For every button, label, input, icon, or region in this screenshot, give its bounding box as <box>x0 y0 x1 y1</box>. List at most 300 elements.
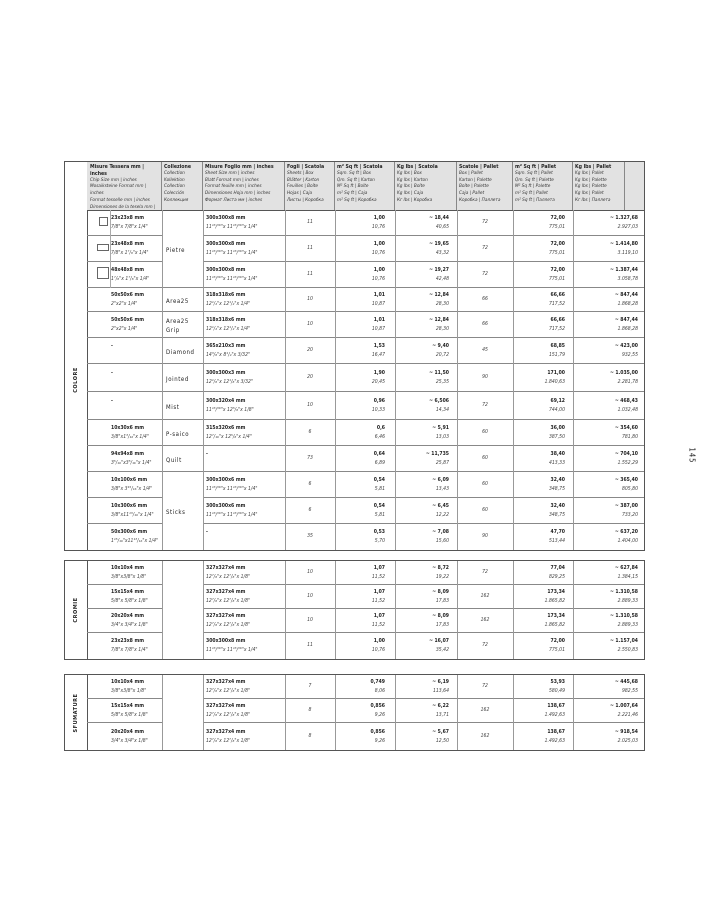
header-m2-pallet <box>513 162 573 210</box>
column-divider <box>335 210 336 550</box>
section-label: CROMIE <box>73 597 79 623</box>
column-divider <box>573 561 574 659</box>
header-subtitle: Коробка | Паллета <box>459 197 501 203</box>
header-subtitle: Kg lbs | Caja <box>397 191 424 197</box>
box-kg: ~ 5,91 <box>432 425 449 431</box>
box-m2: 1,07 <box>373 565 385 571</box>
pallet-m2: 38,40 <box>550 451 565 457</box>
chip-size-mm: 20x20x4 mm <box>111 728 144 735</box>
chip-size-inches: 2"x2"x 1/4" <box>111 326 138 332</box>
header-sheets-box <box>285 162 335 210</box>
header-subtitle: Boîte | Palette <box>459 184 489 190</box>
box-lbs: 28,30 <box>435 301 449 307</box>
pallet-sqft: 580,49 <box>548 688 565 694</box>
box-sqft: 5,81 <box>374 486 385 492</box>
header-subtitle: Caja | Pallet <box>459 191 485 197</box>
pallet-sqft: 744,00 <box>548 407 565 413</box>
sheet-size-inches: 11¹³/¹⁶"x 11¹³/¹⁶"x 1/4" <box>206 250 258 256</box>
pallet-sqft: 1.865,82 <box>544 598 565 604</box>
box-lbs: 13,03 <box>435 434 449 440</box>
box-sqft: 10,87 <box>371 326 385 332</box>
box-lbs: 20,72 <box>435 352 449 358</box>
sheet-size-inches: 11¹³/¹⁶"x 11¹³/¹⁶"x 1/4" <box>206 276 258 282</box>
sheet-size-inches: 12⁷/₈"x 12⁷/₈"x 1/8" <box>206 598 251 604</box>
header-subtitle: Hojas | Caja <box>287 191 313 197</box>
sheet-size-mm: 327x327x4 mm <box>206 679 246 685</box>
pallet-lbs: 2.025,03 <box>617 737 638 744</box>
chip-size-mm: 10x100x6 mm <box>111 477 148 483</box>
chip-size-inches: 3/4"x 3/4"x 1/8" <box>111 737 148 744</box>
box-kg: ~ 6,45 <box>432 503 449 509</box>
column-divider <box>203 561 204 659</box>
boxes-per-pallet: 60 <box>482 429 488 435</box>
sheet-size-mm: 318x318x6 mm <box>206 317 246 323</box>
box-m2: 0,96 <box>373 398 385 404</box>
boxes-per-pallet: 72 <box>482 219 488 225</box>
sheet-size-mm: 327x327x4 mm <box>206 565 246 571</box>
pallet-sqft: 348,75 <box>548 512 565 518</box>
box-m2: 1,01 <box>373 317 385 323</box>
boxes-per-pallet: 72 <box>482 271 488 277</box>
boxes-per-pallet: 66 <box>482 321 488 327</box>
chip-size-inches: 3⁵/₁₆"x3⁵/₁₆"x 1/4" <box>111 460 152 466</box>
chip-size-mm: 48x48x8 mm <box>111 267 144 273</box>
pallet-kg: ~ 468,43 <box>614 398 638 404</box>
pallet-kg: ~ 918,54 <box>614 728 638 735</box>
boxes-per-pallet: 72 <box>482 569 488 575</box>
chip-size-mm: 23x48x8 mm <box>111 241 144 247</box>
collection-name: Sticks <box>166 509 186 516</box>
pallet-kg: ~ 1.327,68 <box>609 215 638 221</box>
pallet-kg: ~ 445,68 <box>614 679 638 685</box>
collection-cell <box>163 676 203 749</box>
chip-size-inches: 3/8"x11¹³/₁₆"x 1/4" <box>111 512 154 518</box>
pallet-kg: ~ 627,84 <box>614 565 638 571</box>
column-divider <box>573 210 574 550</box>
header-subtitle: Format tesselle mm | inches <box>90 197 150 203</box>
header-m2-box <box>335 162 395 210</box>
sheets-per-box: 7 <box>308 683 312 689</box>
header-subtitle: Collection <box>164 184 185 190</box>
sheet-size-mm: 327x327x4 mm <box>206 728 246 735</box>
header-kg-box <box>395 162 457 210</box>
box-m2: 0,64 <box>373 451 385 457</box>
box-m2: 1,00 <box>373 241 385 247</box>
pallet-m2: 72,00 <box>550 638 565 644</box>
box-sqft: 9,26 <box>374 737 385 744</box>
header-subtitle: Sqm. Sq ft | Pallet <box>515 170 553 176</box>
box-lbs: 13,43 <box>435 486 449 492</box>
pallet-kg: ~ 1.007,64 <box>609 703 638 709</box>
chip-size-mm: 10x10x4 mm <box>111 679 144 685</box>
box-kg: ~ 11,735 <box>425 451 449 457</box>
boxes-per-pallet: 60 <box>482 455 488 461</box>
header-subtitle: Листы | Коробка <box>287 197 324 203</box>
pallet-sqft: 1.865,82 <box>544 622 565 628</box>
header-title: Collezione <box>164 164 192 170</box>
box-lbs: 42,48 <box>435 276 449 282</box>
header-subtitle: Format feuille mm | inches <box>205 184 262 190</box>
header-subtitle: Sheets | Box <box>287 170 314 176</box>
sheet-size-mm: 327x327x4 mm <box>206 703 246 709</box>
section-table-cromie <box>64 560 645 660</box>
boxes-per-pallet: 72 <box>482 642 488 648</box>
pallet-m2: 72,00 <box>550 241 565 247</box>
column-divider <box>513 675 514 750</box>
header-subtitle: Формат Листа мм | inches <box>205 197 263 203</box>
section-side-column <box>65 210 88 550</box>
section-side-column <box>65 561 88 659</box>
box-sqft: 10,76 <box>371 647 385 653</box>
pallet-lbs: 2.889,33 <box>617 598 638 604</box>
table-header <box>87 162 644 211</box>
column-divider <box>203 210 204 550</box>
header-subtitle: Colección <box>164 191 185 197</box>
sheets-per-box: 20 <box>307 374 313 380</box>
header-subtitle: Kg lbs | Palette <box>575 184 607 190</box>
chip-size-inches: 3/8"x1³/₁₆"x 1/4" <box>111 434 149 440</box>
pallet-kg: ~ 387,00 <box>614 503 638 509</box>
box-kg: ~ 6,19 <box>432 679 449 685</box>
box-m2: 0,856 <box>370 703 385 709</box>
section-label: COLORE <box>73 367 79 393</box>
sheet-size-inches: 11¹³/¹⁶"x 11¹³/¹⁶"x 1/4" <box>206 647 258 653</box>
sheet-size-inches: 12¹/₂"x 12¹/₂"x 1/4" <box>206 301 251 307</box>
pallet-lbs: 1.868,28 <box>617 301 638 307</box>
column-divider <box>285 675 286 750</box>
collection-name: Area25 Grip <box>166 318 189 334</box>
column-divider <box>203 675 204 750</box>
header-chip <box>88 162 162 210</box>
box-kg: ~ 7,08 <box>432 529 449 535</box>
header-subtitle: Karton | Palette <box>459 177 492 183</box>
box-lbs: 43,32 <box>435 250 449 256</box>
boxes-per-pallet: 60 <box>482 507 488 513</box>
sheets-per-box: 73 <box>307 455 313 461</box>
chip-size-mm: 10x30x6 mm <box>111 425 144 431</box>
sheets-per-box: 10 <box>307 321 313 327</box>
sheet-size-inches: 11¹³/¹⁶"x 12⁵/₈"x 1/8" <box>206 407 254 413</box>
box-sqft: 10,33 <box>371 407 385 413</box>
box-lbs: 17,83 <box>435 598 449 604</box>
sheet-size-mm: - <box>206 451 208 457</box>
box-sqft: 11,52 <box>371 598 385 604</box>
sheets-per-box: 10 <box>307 569 313 575</box>
pallet-lbs: 3.058,78 <box>617 276 638 282</box>
pallet-lbs: 1.032,48 <box>617 407 638 413</box>
chip-shape-icon <box>97 267 109 279</box>
pallet-sqft: 829,25 <box>548 574 565 580</box>
pallet-kg: ~ 1.310,58 <box>609 589 638 595</box>
column-divider <box>335 675 336 750</box>
header-subtitle: M² Sq ft | Boîte <box>337 184 369 190</box>
sheets-per-box: 6 <box>308 429 312 435</box>
box-m2: 0,856 <box>370 728 385 735</box>
sheet-size-mm: 365x210x3 mm <box>206 343 246 349</box>
collection-name: Area25 <box>166 298 189 305</box>
chip-size-mm: 50x300x6 mm <box>111 529 148 535</box>
section-side-column <box>65 675 88 750</box>
box-lbs: 15,60 <box>435 538 449 544</box>
header-subtitle: Кг lbs | Коробка <box>397 197 433 203</box>
box-kg: ~ 11,50 <box>429 370 449 376</box>
pallet-m2: 53,93 <box>550 679 565 685</box>
box-kg: ~ 12,84 <box>429 317 449 323</box>
boxes-per-pallet: 45 <box>482 347 488 353</box>
box-m2: 1,07 <box>373 589 385 595</box>
pallet-kg: ~ 847,44 <box>614 292 638 298</box>
pallet-sqft: 717,52 <box>548 326 565 332</box>
sheets-per-box: 8 <box>308 707 312 713</box>
pallet-kg: ~ 1.157,04 <box>609 638 638 644</box>
box-kg: ~ 6,22 <box>432 703 449 709</box>
page-number: 145 <box>687 447 697 464</box>
box-lbs: 113,64 <box>432 688 449 694</box>
section-table-colore <box>64 161 645 551</box>
box-sqft: 16,47 <box>371 352 385 358</box>
header-title: Kg lbs | Scatola <box>397 164 438 170</box>
pallet-m2: 77,04 <box>550 565 565 571</box>
pallet-sqft: 413,33 <box>548 460 565 466</box>
sheets-per-box: 10 <box>307 593 313 599</box>
box-sqft: 5,81 <box>374 512 385 518</box>
pallet-lbs: 1.868,28 <box>617 326 638 332</box>
header-subtitle: Kg lbs | Pallet <box>575 191 604 197</box>
pallet-sqft: 1.492,63 <box>544 712 565 718</box>
chip-size-mm: - <box>111 370 113 376</box>
sheets-per-box: 11 <box>307 219 313 225</box>
boxes-per-pallet: 90 <box>482 374 488 380</box>
pallet-m2: 66,66 <box>550 317 565 323</box>
pallet-sqft: 513,44 <box>548 538 565 544</box>
box-m2: 0,54 <box>373 503 385 509</box>
chip-size-mm: 15x15x4 mm <box>111 703 144 709</box>
box-m2: 1,53 <box>373 343 385 349</box>
boxes-per-pallet: 162 <box>480 617 490 623</box>
header-subtitle: Kollektion <box>164 177 185 183</box>
sheet-size-mm: 327x327x4 mm <box>206 589 246 595</box>
box-m2: 1,07 <box>373 613 385 619</box>
sheets-per-box: 10 <box>307 296 313 302</box>
pallet-m2: 138,67 <box>547 703 565 709</box>
column-divider <box>457 561 458 659</box>
chip-size-inches: 5/8"x 5/8"x 1/8" <box>111 598 148 604</box>
sheet-size-mm: 300x300x3 mm <box>206 370 246 376</box>
box-kg: ~ 18,44 <box>429 215 449 221</box>
pallet-m2: 32,40 <box>550 503 565 509</box>
box-lbs: 35,42 <box>435 647 449 653</box>
pallet-kg: ~ 1.035,00 <box>609 370 638 376</box>
header-subtitle: Kg lbs | Boîte <box>397 184 425 190</box>
box-m2: 0,749 <box>370 679 385 685</box>
pallet-lbs: 3.119,10 <box>617 250 638 256</box>
column-divider <box>457 210 458 550</box>
box-m2: 0,53 <box>373 529 385 535</box>
header-subtitle: Sheet Size mm | inches <box>205 170 255 176</box>
sheet-size-inches: 12⁷/₈"x 12⁷/₈"x 1/8" <box>206 574 251 580</box>
header-subtitle: Box | Pallet <box>459 170 483 176</box>
chip-size-mm: 23x23x8 mm <box>111 638 144 644</box>
chip-shape-icon <box>99 217 108 226</box>
pallet-sqft: 775,01 <box>548 276 565 282</box>
header-subtitle: m² Sq ft | Паллета <box>515 197 555 203</box>
collection-name: Jointed <box>166 376 189 383</box>
pallet-lbs: 2.550,83 <box>617 647 638 653</box>
chip-shape-icon <box>97 244 109 251</box>
chip-size-mm: 15x15x4 mm <box>111 589 144 595</box>
header-subtitle: Qm. Sq ft | Karton <box>337 177 375 183</box>
box-sqft: 9,26 <box>374 712 385 718</box>
pallet-m2: 171,00 <box>547 370 565 376</box>
chip-size-inches: 1⁷/₈"x 1⁷/₈"x 1/4" <box>111 276 150 282</box>
box-sqft: 10,76 <box>371 250 385 256</box>
box-lbs: 14,34 <box>435 407 449 413</box>
sheets-per-box: 11 <box>307 271 313 277</box>
pallet-sqft: 717,52 <box>548 301 565 307</box>
pallet-m2: 173,34 <box>547 589 565 595</box>
box-lbs: 40,65 <box>435 224 449 230</box>
boxes-per-pallet: 162 <box>480 707 490 713</box>
header-subtitle: Dimensiones de la tesela mm | <box>90 204 156 210</box>
header-title: Misure Foglio mm | inches <box>205 164 274 170</box>
collection-name: Diamond <box>166 349 195 356</box>
header-subtitle: Kg lbs | Palette <box>575 177 607 183</box>
box-kg: ~ 6,09 <box>432 477 449 483</box>
column-divider <box>395 675 396 750</box>
header-subtitle: Qm. Sq ft | Palette <box>515 177 554 183</box>
header-subtitle: Chip Size mm | inches <box>90 177 137 183</box>
box-sqft: 5,70 <box>374 538 385 544</box>
sheet-size-mm: - <box>206 529 208 535</box>
pallet-m2: 72,00 <box>550 267 565 273</box>
collection-name: Pietre <box>166 247 186 254</box>
box-sqft: 10,76 <box>371 224 385 230</box>
sheet-size-inches: 12⁷/₈"x 12⁷/₈"x 1/8" <box>206 688 251 694</box>
boxes-per-pallet: 72 <box>482 402 488 408</box>
chip-size-inches: 7/8"x 7/8"x 1/4" <box>111 224 148 230</box>
pallet-sqft: 775,01 <box>548 224 565 230</box>
sheet-size-mm: 300x300x6 mm <box>206 477 246 483</box>
sheets-per-box: 8 <box>308 732 312 739</box>
chip-size-inches: 3/4"x 3/4"x 1/8" <box>111 622 148 628</box>
boxes-per-pallet: 60 <box>482 481 488 487</box>
box-kg: ~ 6,506 <box>429 398 449 404</box>
boxes-per-pallet: 162 <box>480 732 490 739</box>
box-kg: ~ 5,67 <box>432 728 449 735</box>
collection-name: P-saico <box>166 431 190 438</box>
pallet-m2: 66,66 <box>550 292 565 298</box>
column-divider <box>335 561 336 659</box>
pallet-m2: 138,67 <box>547 728 565 735</box>
pallet-lbs: 733,20 <box>621 512 638 518</box>
box-sqft: 8,06 <box>374 688 385 694</box>
collection-name: Quilt <box>166 457 182 464</box>
box-sqft: 11,52 <box>371 622 385 628</box>
header-subtitle: Кг lbs | Паллета <box>575 197 611 203</box>
chip-size-inches: 7/8"x 1⁷/₈"x 1/4" <box>111 250 149 256</box>
header-subtitle: Kg lbs | Box <box>397 170 422 176</box>
box-kg: ~ 19,27 <box>429 267 449 273</box>
pallet-sqft: 151,79 <box>548 352 565 358</box>
sheets-per-box: 10 <box>307 617 313 623</box>
box-sqft: 20,45 <box>371 379 385 385</box>
box-sqft: 6,46 <box>374 434 385 440</box>
box-kg: ~ 16,07 <box>429 638 449 644</box>
sheet-size-inches: 12⁷/₁₆"x 12⁵/₈"x 1/4" <box>206 434 252 440</box>
column-divider <box>513 210 514 550</box>
pallet-lbs: 1.552,29 <box>617 460 638 466</box>
box-lbs: 19,22 <box>435 574 449 580</box>
pallet-kg: ~ 704,10 <box>614 451 638 457</box>
box-lbs: 28,30 <box>435 326 449 332</box>
box-kg: ~ 12,84 <box>429 292 449 298</box>
pallet-lbs: 2.281,78 <box>617 379 638 385</box>
box-m2: 0,54 <box>373 477 385 483</box>
sheets-per-box: 20 <box>307 347 313 353</box>
chip-size-mm: - <box>111 343 113 349</box>
header-subtitle: m² Sq ft | Коробка <box>337 197 377 203</box>
column-divider <box>573 675 574 750</box>
box-lbs: 12,22 <box>435 512 449 518</box>
header-subtitle: Blatt Format mm | inches <box>205 177 259 183</box>
pallet-lbs: 982,55 <box>621 688 638 694</box>
boxes-per-pallet: 72 <box>482 683 488 689</box>
box-sqft: 10,76 <box>371 276 385 282</box>
chip-size-mm: - <box>111 398 113 404</box>
boxes-per-pallet: 66 <box>482 296 488 302</box>
box-m2: 0,6 <box>376 425 385 431</box>
column-divider <box>285 210 286 550</box>
chip-size-mm: 50x50x6 mm <box>111 292 144 298</box>
header-subtitle: Blätter | Karton <box>287 177 320 183</box>
box-m2: 1,00 <box>373 638 385 644</box>
header-box-pallet <box>457 162 513 210</box>
box-sqft: 6,89 <box>374 460 385 466</box>
pallet-m2: 68,85 <box>550 343 565 349</box>
collection-cell <box>163 562 203 658</box>
header-subtitle: Коллекция <box>164 197 189 203</box>
sheet-size-inches: 12⁷/₈"x 12⁷/₈"x 1/8" <box>206 737 251 744</box>
sheet-size-inches: 11¹³/¹⁶"x 11¹³/¹⁶"x 1/4" <box>206 512 258 518</box>
header-title: Kg lbs | Pallet <box>575 164 612 170</box>
sheet-size-mm: 300x300x8 mm <box>206 638 246 644</box>
chip-size-inches: 2"x2"x 1/4" <box>111 301 138 307</box>
sheet-size-inches: 14³/₈"x 8¹/₄"x 3/32" <box>206 352 251 358</box>
box-sqft: 10,87 <box>371 301 385 307</box>
chip-size-inches: 7/8"x 7/8"x 1/4" <box>111 647 148 653</box>
sheet-size-mm: 300x300x8 mm <box>206 241 246 247</box>
divider <box>110 210 111 236</box>
chip-size-inches: 3/8"x3/8"x 1/8" <box>111 688 147 694</box>
pallet-kg: ~ 1.310,58 <box>609 613 638 619</box>
box-lbs: 17,83 <box>435 622 449 628</box>
box-kg: ~ 9,40 <box>432 343 449 349</box>
pallet-kg: ~ 365,40 <box>614 477 638 483</box>
box-m2: 1,00 <box>373 267 385 273</box>
sheet-size-mm: 327x327x4 mm <box>206 613 246 619</box>
header-title: m² Sq ft | Pallet <box>515 164 557 170</box>
pallet-kg: ~ 423,00 <box>614 343 638 349</box>
sheets-per-box: 11 <box>307 245 313 251</box>
pallet-sqft: 775,01 <box>548 250 565 256</box>
pallet-lbs: 2.889,33 <box>617 622 638 628</box>
boxes-per-pallet: 90 <box>482 533 488 539</box>
pallet-kg: ~ 847,44 <box>614 317 638 323</box>
boxes-per-pallet: 162 <box>480 593 490 599</box>
column-divider <box>285 561 286 659</box>
pallet-m2: 47,70 <box>550 529 565 535</box>
section-table-sfumature <box>64 674 645 751</box>
